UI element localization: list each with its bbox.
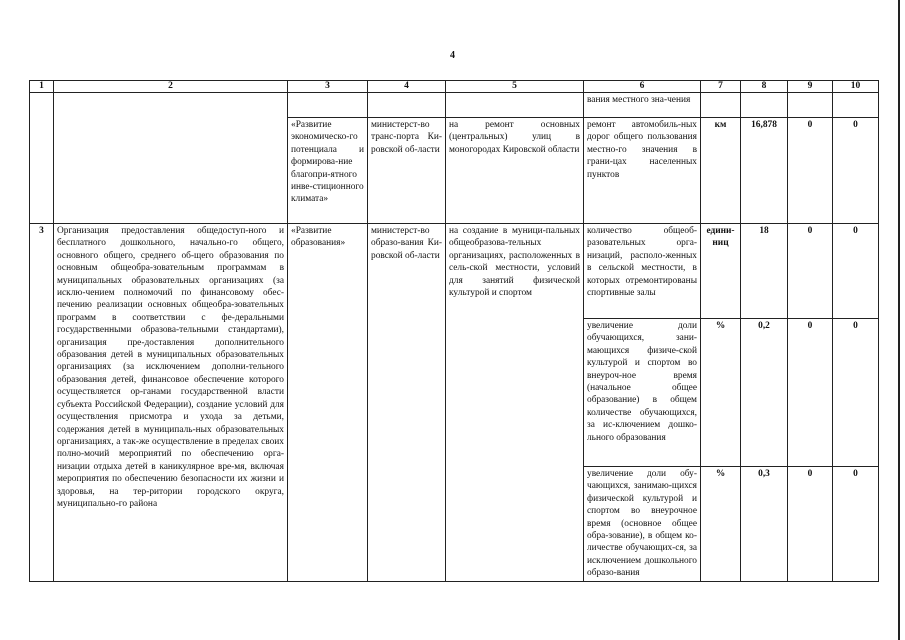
row-number-cell — [30, 93, 54, 224]
value-9-cell: 0 — [788, 319, 833, 467]
agency-cell: министерст-во образо-вания Ки-ровской об-ласти — [368, 224, 446, 582]
value-9-cell: 0 — [788, 118, 833, 224]
value-cell: 18 — [741, 224, 788, 319]
value-9-cell: 0 — [788, 224, 833, 319]
value-10-cell: 0 — [833, 224, 879, 319]
value-9-cell: 0 — [788, 467, 833, 582]
col-header-9: 9 — [788, 81, 833, 93]
indicator-cell: увеличение доли обучающихся, зани-мающихся физиче-ской культурой и спортом во внеуроч-ное время (начальное общее образование) в общем количестве обучающихся, за ис-ключением дошко-льного образования — [584, 319, 701, 467]
col-header-7: 7 — [701, 81, 741, 93]
unit-cell: % — [701, 467, 741, 582]
value-cell: 0,2 — [741, 319, 788, 467]
program-cell — [288, 93, 368, 118]
indicator-cell: вания местного зна-чения — [584, 93, 701, 118]
indicator-cell: ремонт автомобиль-ных дорог общего пользования местно-го значения в грани-цах населенных пунктов — [584, 118, 701, 224]
indicator-cell: увеличение доли обу-чающихся, занимаю-щихся физической культурой и спортом во внеурочное время (основное общее обра-зование), в общем ко-личестве обучающих-ся, за исключением дошкольного образо-вания — [584, 467, 701, 582]
value-9-cell — [788, 93, 833, 118]
col-header-2: 2 — [54, 81, 288, 93]
unit-cell: % — [701, 319, 741, 467]
value-10-cell: 0 — [833, 467, 879, 582]
purpose-cell: на создание в муници-пальных общеобразова-тельных организациях, расположенных в сель-ской местности, условий для занятий физической культурой и спортом — [446, 224, 584, 582]
purpose-cell — [446, 93, 584, 118]
col-header-4: 4 — [368, 81, 446, 93]
table-row — [30, 224, 879, 319]
value-cell: 16,878 — [741, 118, 788, 224]
col-header-8: 8 — [741, 81, 788, 93]
unit-cell: км — [701, 118, 741, 224]
col-header-1: 1 — [30, 81, 54, 93]
value-10-cell: 0 — [833, 319, 879, 467]
value-cell — [741, 93, 788, 118]
unit-cell: едини-ниц — [701, 224, 741, 319]
indicator-cell: количество общеоб-разовательных орга-низаций, располо-женных в сельской местности, в которых отремонтированы спортивные залы — [584, 224, 701, 319]
value-cell: 0,3 — [741, 467, 788, 582]
document-table — [29, 80, 879, 582]
header-row — [30, 81, 879, 93]
agency-cell: министерст-во транс-порта Ки-ровской об-ласти — [368, 118, 446, 224]
col-header-5: 5 — [446, 81, 584, 93]
purpose-cell: на ремонт основных (центральных) улиц в моногородах Кировской области — [446, 118, 584, 224]
page-number: 4 — [450, 50, 455, 61]
value-10-cell: 0 — [833, 118, 879, 224]
value-10-cell — [833, 93, 879, 118]
row-number-cell: 3 — [30, 224, 54, 582]
program-cell: «Развитие образования» — [288, 224, 368, 582]
program-cell: «Развитие экономическо-го потенциала и формирова-ние благопри-ятного инве-стиционного климата» — [288, 118, 368, 224]
agency-cell — [368, 93, 446, 118]
table-row — [30, 93, 879, 118]
authority-cell: Организация предоставления общедоступ-ного и бесплатного дошкольного, начально-го общего, основного общего, среднего об-щего образования по основным общеобра-зовательным программам в муниципальных образовательных организациях (за исклю-чением полномочий по финансовому обес-печению реализации основных общеобра-зовательных программ в соответствии с фе-деральными государственными образова-тельными стандартами), организация пре-доставления дополнительного образования детей в муниципальных образовательных организациях (за исключением дополни-тельного образования детей, финансовое обеспечение которого осуществляется ор-ганами государственной власти субъекта Российской Федерации), создание условий для осуществления присмотра и ухода за детьми, содержания детей в муниципаль-ных образовательных организациях, а так-же осуществление в пределах своих полно-мочий мероприятий по обеспечению орга-низации отдыха детей в каникулярное вре-мя, включая мероприятия по обеспечению безопасности их жизни и здоровья, на тер-ритории городского округа, муниципально-го района — [54, 224, 288, 582]
col-header-10: 10 — [833, 81, 879, 93]
col-header-6: 6 — [584, 81, 701, 93]
col-header-3: 3 — [288, 81, 368, 93]
unit-cell — [701, 93, 741, 118]
page-edge-rule — [898, 0, 900, 640]
authority-cell — [54, 93, 288, 224]
